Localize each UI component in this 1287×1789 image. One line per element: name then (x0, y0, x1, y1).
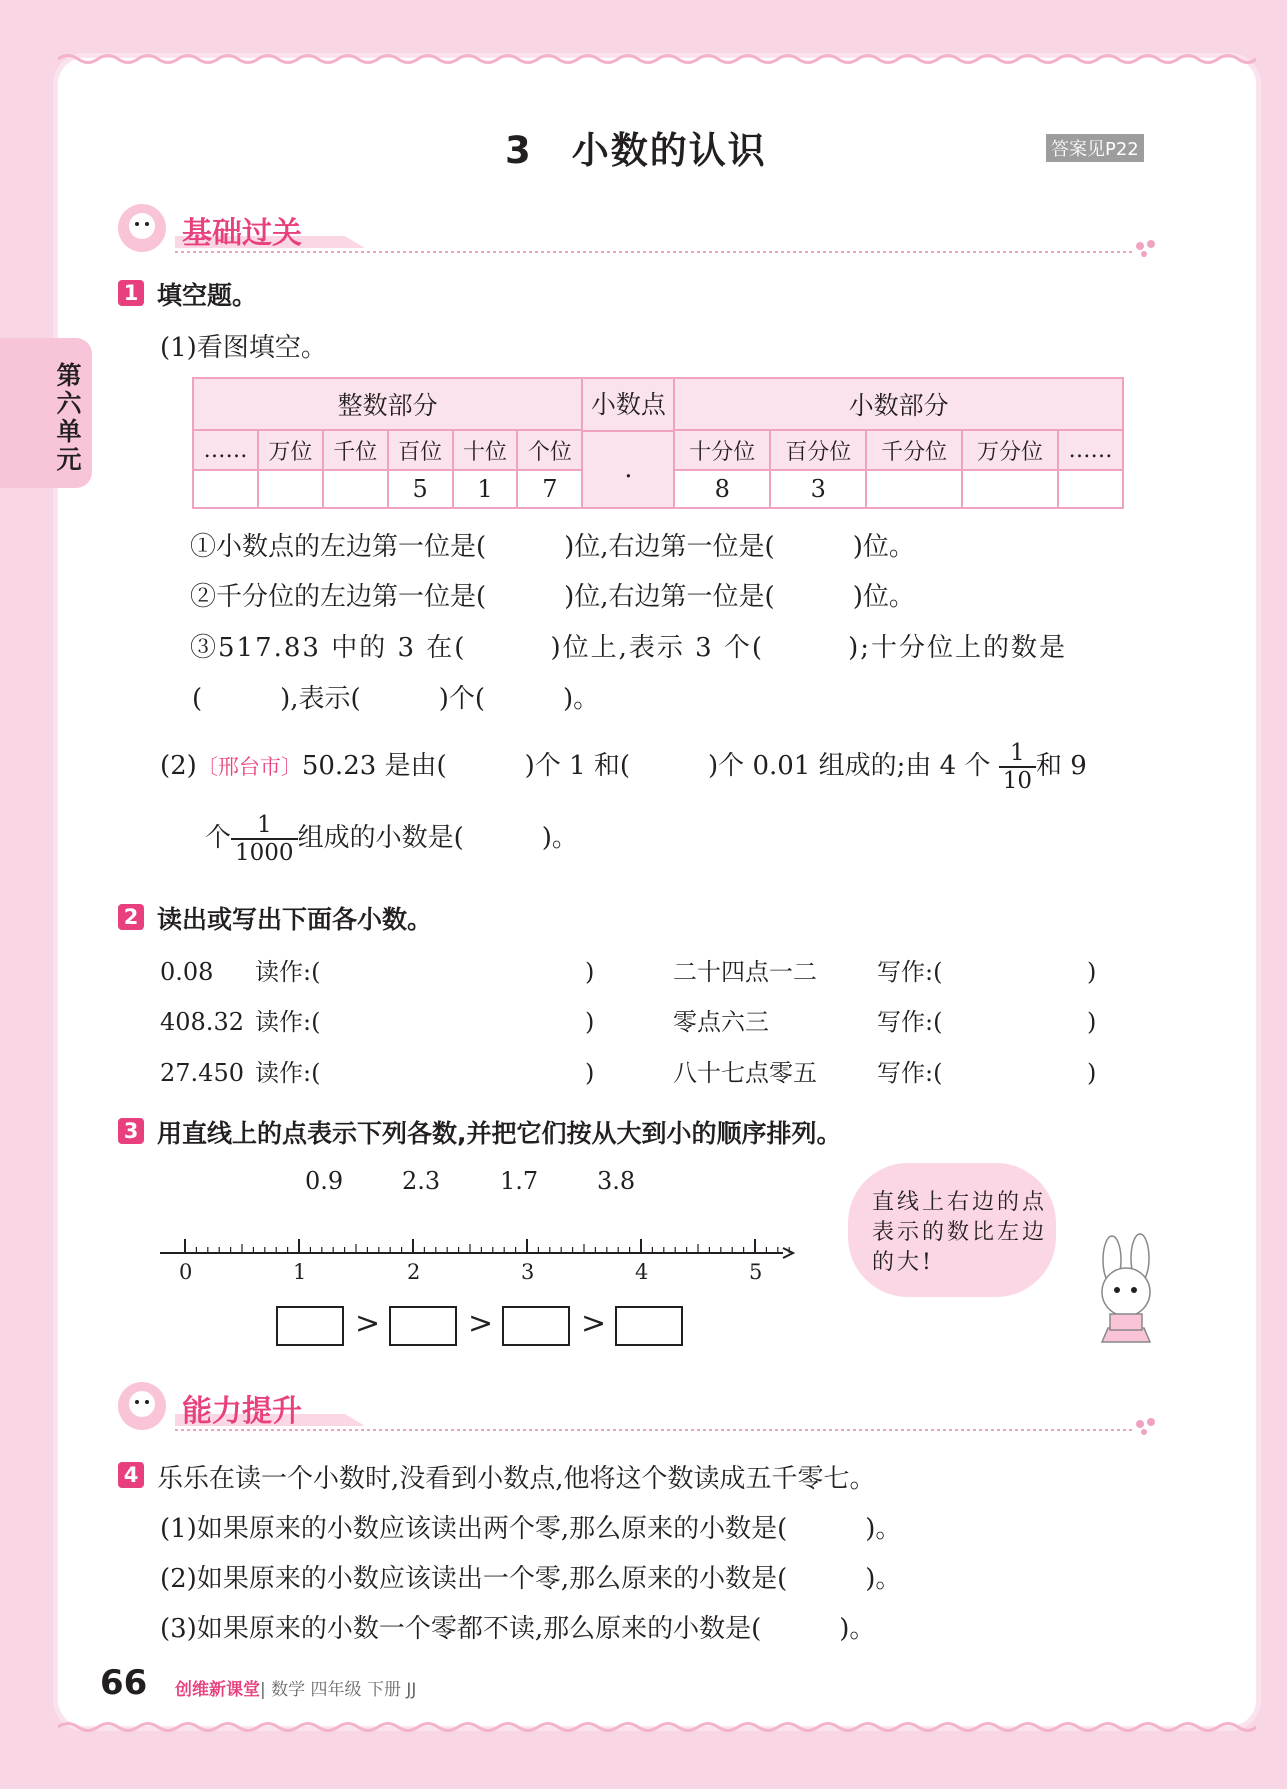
question-number: 1 (118, 280, 144, 306)
table-header-decimal: 小数部分 (674, 378, 1123, 430)
table-cell: 1 (453, 470, 518, 508)
fraction-numerator: 1 (999, 740, 1036, 768)
speech-bubble-text: 直线上右边的点表示的数比左边的大! (872, 1190, 1048, 1275)
footer-details: | 数学 四年级 下册 JJ (260, 1680, 417, 1700)
question-heading: 乐乐在读一个小数时,没看到小数点,他将这个数读成五千零七。 (157, 1464, 876, 1494)
chinese-number: 二十四点一二 (673, 958, 817, 986)
question-number: 2 (118, 904, 144, 930)
question-subpart: (1)看图填空。 (160, 333, 327, 363)
table-cell: 万分位 (962, 430, 1058, 470)
question-heading: 用直线上的点表示下列各数,并把它们按从大到小的顺序排列。 (157, 1119, 842, 1148)
write-label: 写作:( (877, 1008, 943, 1036)
question-subpart-2 (160, 740, 1087, 794)
rabbit-mascot-icon (1070, 1230, 1180, 1345)
sub-question: (3)如果原来的小数一个零都不读,那么原来的小数是( )。 (160, 1614, 876, 1644)
table-cell (1058, 470, 1123, 508)
paren-close: ) (1087, 1008, 1097, 1036)
table-cell: 8 (674, 470, 770, 508)
table-cell: 万位 (258, 430, 323, 470)
write-item (673, 952, 1096, 987)
write-label: 写作:( (877, 1059, 943, 1087)
write-label: 写作:( (877, 958, 943, 986)
greater-than-sign: > (355, 1306, 381, 1341)
section-title-advanced: 能力提升 (182, 1394, 302, 1429)
table-cell: 百位 (388, 430, 453, 470)
sub-question: (2)如果原来的小数应该读出一个零,那么原来的小数是( )。 (160, 1564, 902, 1594)
write-item (673, 1053, 1096, 1088)
answer-box[interactable] (502, 1306, 570, 1346)
answer-box[interactable] (615, 1306, 683, 1346)
fraction (999, 740, 1036, 794)
axis-label: 3 (521, 1260, 535, 1284)
sub-question: (1)如果原来的小数应该读出两个零,那么原来的小数是( )。 (160, 1514, 902, 1544)
read-label: 读作:( (255, 958, 321, 986)
page-title: 3 小数的认识 (505, 129, 767, 172)
footer-brand: 创维新课堂 (175, 1680, 260, 1700)
greater-than-sign: > (581, 1306, 607, 1341)
question-heading: 填空题。 (157, 281, 258, 310)
paren-close: ) (585, 958, 595, 986)
unit-tab-label: 第六单元 (56, 361, 82, 474)
decimal-number: 408.32 (160, 1008, 244, 1036)
table-cell: 十位 (453, 430, 518, 470)
read-label: 读作:( (255, 1008, 321, 1036)
given-number: 3.8 (597, 1167, 636, 1195)
decimal-point-dot: . (624, 454, 633, 484)
table-cell (323, 470, 388, 508)
given-number: 0.9 (305, 1167, 344, 1195)
axis-label: 4 (635, 1260, 649, 1284)
fraction-denominator: 1000 (235, 840, 294, 866)
subpart-label: (2) (160, 751, 197, 781)
subpart-text: 和 9 (1036, 751, 1087, 781)
number-line (155, 1225, 795, 1265)
answer-reference: 答案见P22 (1046, 134, 1144, 162)
question-subpart-2-line2 (205, 812, 578, 866)
axis-label: 0 (179, 1260, 193, 1284)
table-cell (258, 470, 323, 508)
table-header-decimal-point (582, 378, 674, 508)
sub-question: ①小数点的左边第一位是( )位,右边第一位是( )位。 (190, 532, 915, 562)
decimal-point-label: 小数点 (583, 380, 673, 432)
table-cell: 7 (517, 470, 582, 508)
read-item (160, 1053, 594, 1088)
table-cell: …… (193, 430, 258, 470)
sub-question: ②千分位的左边第一位是( )位,右边第一位是( )位。 (190, 582, 915, 612)
table-cell: 5 (388, 470, 453, 508)
sub-question: ③517.83 中的 3 在( )位上,表示 3 个( );十分位上的数是 (190, 633, 1067, 663)
table-cell: 个位 (517, 430, 582, 470)
page-number: 66 (100, 1663, 148, 1703)
paren-close: ) (585, 1059, 595, 1087)
question-number: 4 (118, 1462, 144, 1488)
fraction-denominator: 10 (1002, 768, 1032, 794)
subpart-text: 50.23 是由( )个 1 和( )个 0.01 组成的;由 4 个 (301, 751, 991, 781)
read-label: 读作:( (255, 1059, 321, 1087)
table-cell: 千分位 (866, 430, 962, 470)
table-header-integer: 整数部分 (193, 378, 582, 430)
question-heading: 读出或写出下面各小数。 (157, 905, 433, 934)
paren-close: ) (1087, 958, 1097, 986)
axis-label: 2 (407, 1260, 421, 1284)
subpart-text: 个 (205, 823, 232, 853)
read-item (160, 1002, 594, 1037)
read-item (160, 952, 594, 987)
given-number: 1.7 (500, 1167, 539, 1195)
sub-question: ( ),表示( )个( )。 (192, 684, 600, 714)
table-cell (193, 470, 258, 508)
paren-close: ) (585, 1008, 595, 1036)
question-number: 3 (118, 1118, 144, 1144)
table-cell: 千位 (323, 430, 388, 470)
fraction (231, 812, 298, 866)
axis-label: 5 (749, 1260, 763, 1284)
paren-close: ) (1087, 1059, 1097, 1087)
chinese-number: 零点六三 (673, 1008, 769, 1036)
table-cell: 十分位 (674, 430, 770, 470)
axis-label: 1 (293, 1260, 307, 1284)
section-title-basic: 基础过关 (182, 216, 302, 251)
write-item (673, 1002, 1096, 1037)
answer-box[interactable] (276, 1306, 344, 1346)
answer-box[interactable] (389, 1306, 457, 1346)
footer-info (175, 1675, 416, 1700)
table-cell: 百分位 (770, 430, 866, 470)
subpart-text: 组成的小数是( )。 (297, 823, 578, 853)
city-tag: 〔邢台市〕 (196, 755, 302, 779)
given-number: 2.3 (402, 1167, 441, 1195)
decimal-number: 27.450 (160, 1059, 244, 1087)
table-cell (866, 470, 962, 508)
table-cell (962, 470, 1058, 508)
table-cell: 3 (770, 470, 866, 508)
chinese-number: 八十七点零五 (673, 1059, 817, 1087)
decimal-number: 0.08 (160, 958, 214, 986)
greater-than-sign: > (468, 1306, 494, 1341)
place-value-table (192, 377, 1124, 509)
fraction-numerator: 1 (231, 812, 298, 840)
table-cell: …… (1058, 430, 1123, 470)
